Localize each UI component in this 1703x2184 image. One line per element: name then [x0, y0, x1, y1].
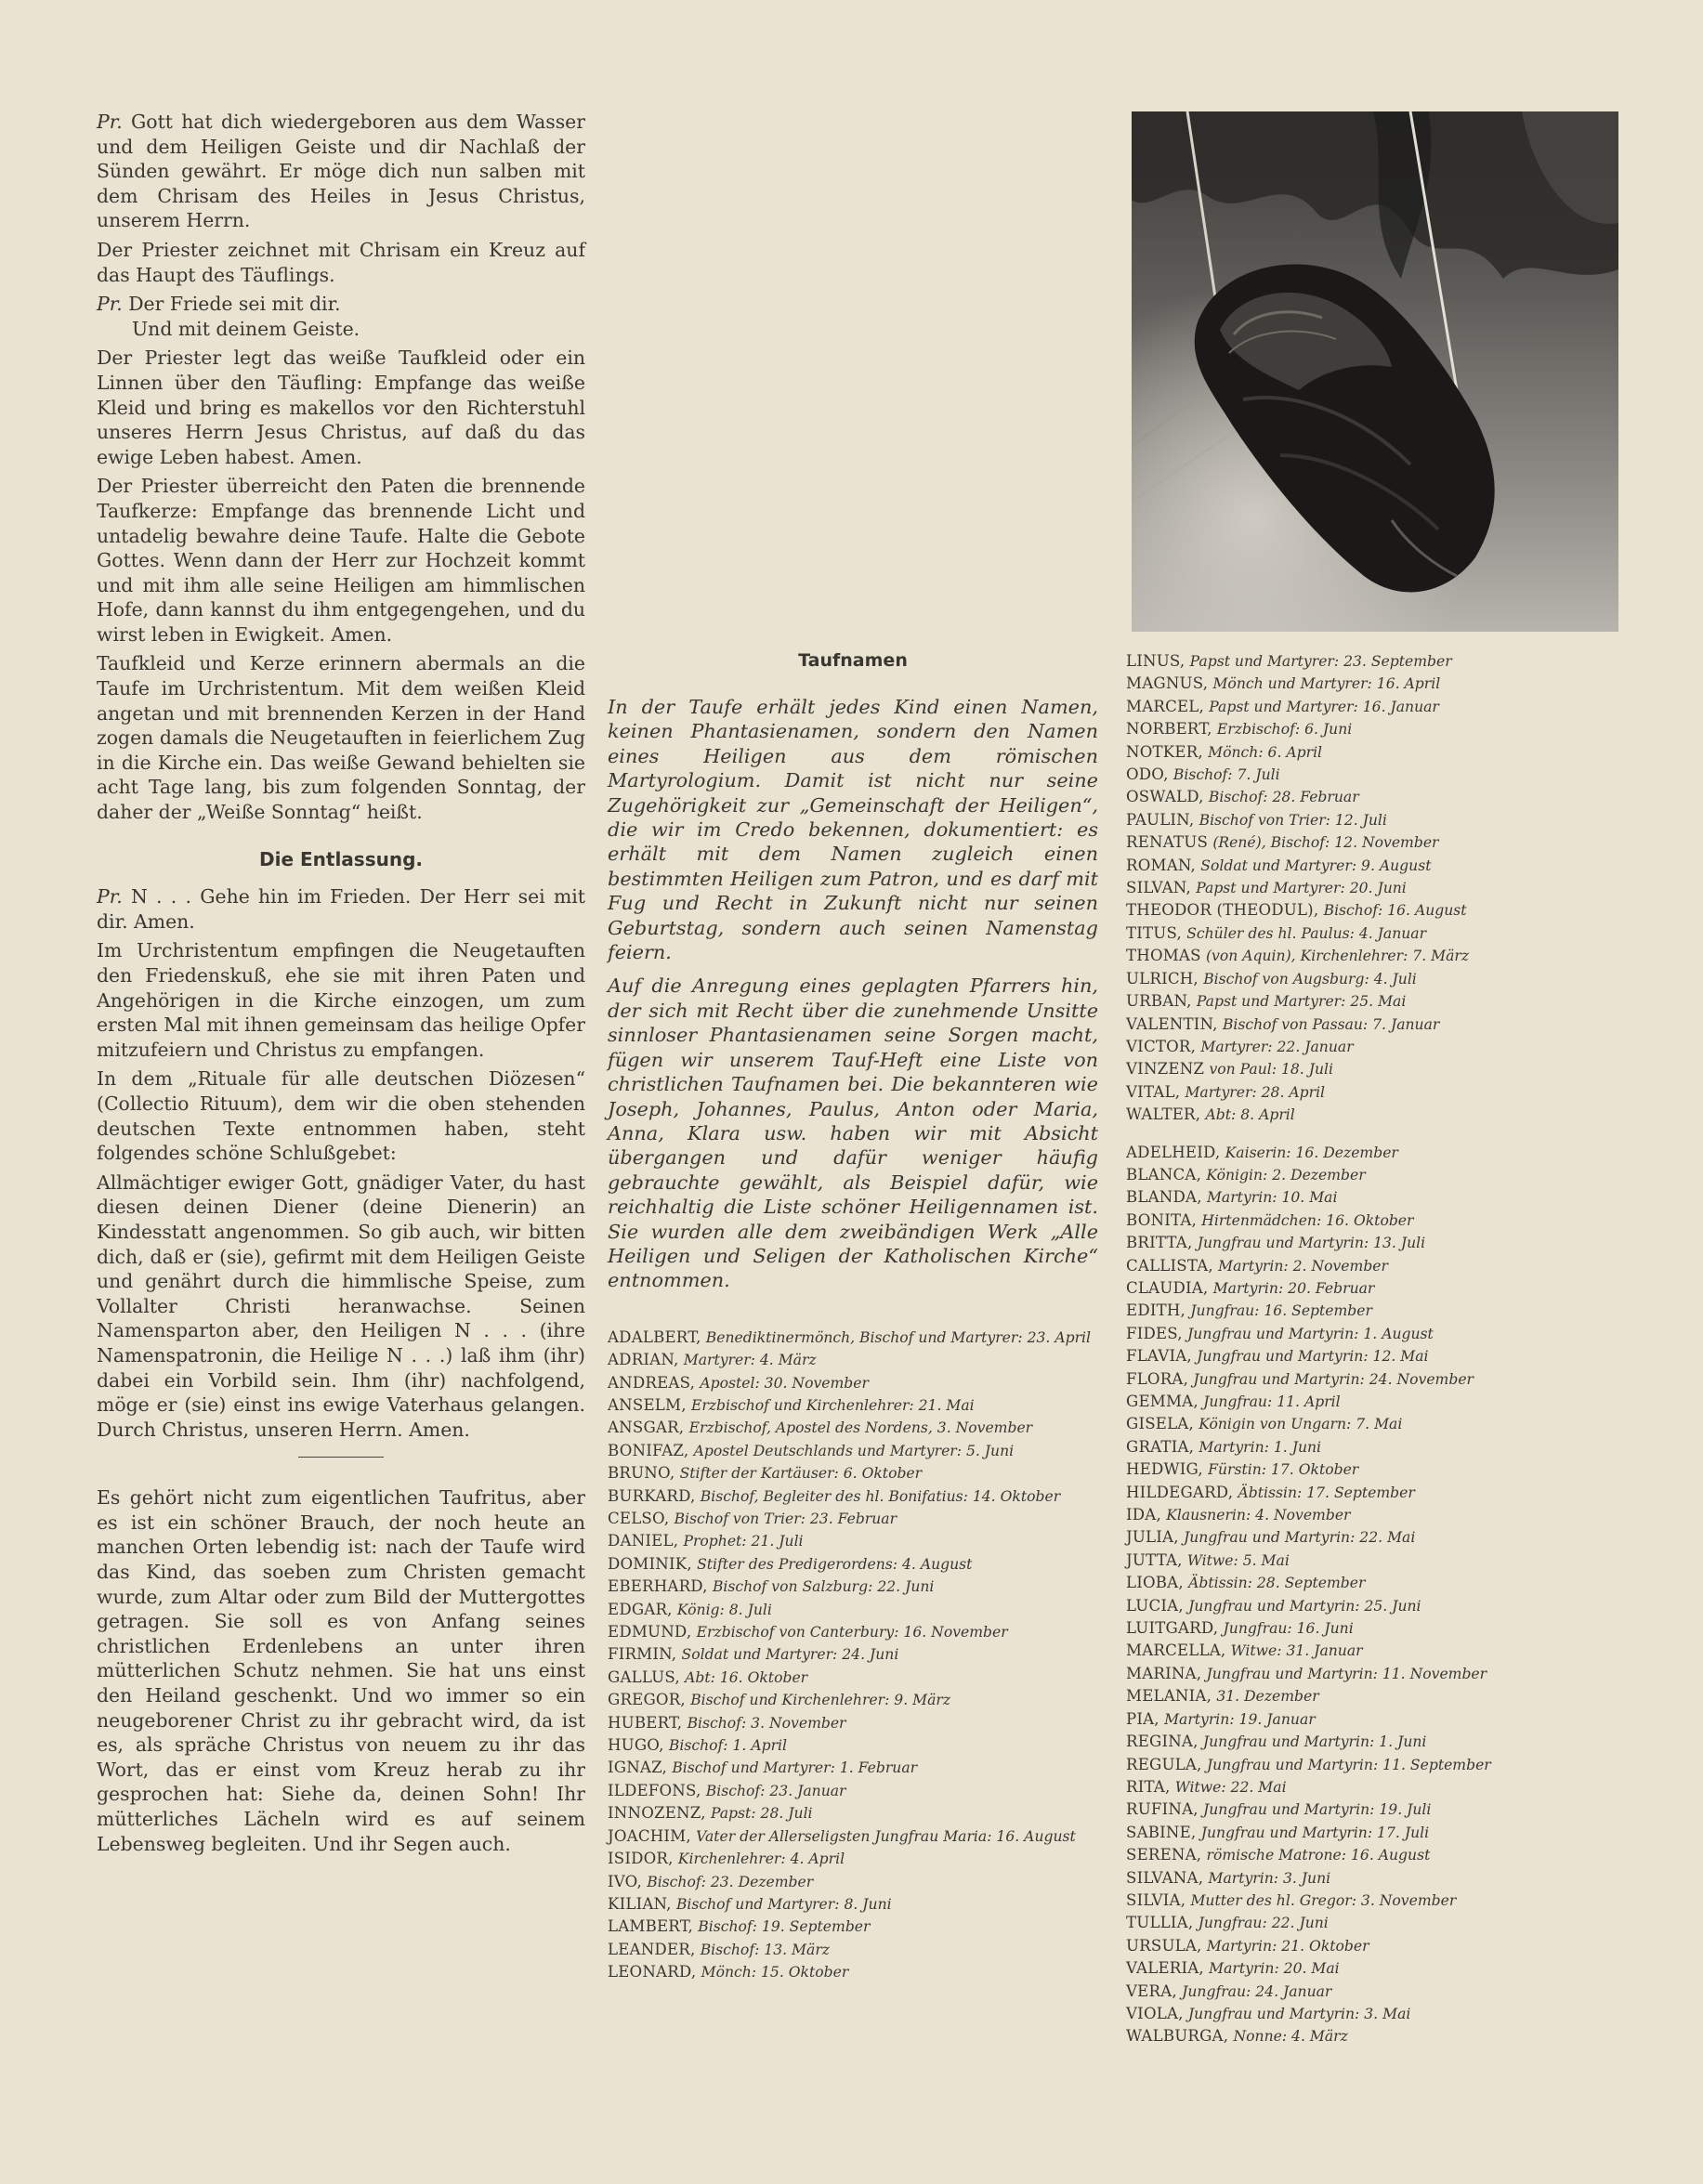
saint-description: Bischof und Kirchenlehrer: 9. März [690, 1692, 951, 1709]
list-item [1126, 1345, 1628, 1367]
saint-name: WALBURGA, [1126, 2027, 1229, 2046]
paragraph: Der Priester überreicht den Paten die brennende Taufkerze: Empfange das brennende Licht und untadelig bewahre deine Taufe. Halte die Gebote Gottes. Wenn dann der Herr zur Hochzeit kommt und mit ihm alle seine Heiligen am himmlischen Hofe, dann kannst du ihm entgegengehen, und du wirst leben in Ewigkeit. Amen. [97, 475, 585, 646]
saint-name: BLANDA, [1126, 1188, 1202, 1207]
list-item [608, 1394, 1098, 1417]
saint-name: OSWALD, [1126, 788, 1204, 806]
list-item [608, 1961, 1098, 1983]
saint-description: Erzbischof von Canterbury: 16. November [696, 1624, 1008, 1641]
saint-name: BRITTA, [1126, 1234, 1193, 1252]
list-item [1126, 1640, 1628, 1662]
saint-description: von Paul: 18. Juli [1209, 1061, 1333, 1079]
saint-name: ADELHEID, [1126, 1143, 1221, 1161]
list-item [608, 1667, 1098, 1689]
list-item [1126, 1300, 1628, 1322]
saint-description: Witwe: 31. Januar [1230, 1642, 1363, 1660]
saint-name: TITUS, [1126, 923, 1182, 942]
saint-name: EDITH, [1126, 1301, 1186, 1320]
list-item [608, 1599, 1098, 1621]
saint-description: Mönch: 6. April [1208, 743, 1323, 761]
saint-name: LEONARD, [608, 1963, 697, 1981]
saint-name: LUCIA, [1126, 1596, 1184, 1615]
saint-name: ODO, [1126, 765, 1169, 784]
list-item [608, 1939, 1098, 1961]
saint-name: PAULIN, [1126, 810, 1195, 829]
saint-description: Jungfrau und Martyrin: 25. Juni [1188, 1597, 1421, 1615]
saint-description: Martyrin: 10. Mai [1206, 1189, 1338, 1207]
saint-name: URSULA, [1126, 1936, 1202, 1955]
saint-name: EDMUND, [608, 1623, 692, 1641]
paragraph: Der Priester zeichnet mit Chrisam ein Kreuz auf das Haupt des Täuflings. [97, 238, 585, 286]
saint-description: Bischof: 7. Juli [1172, 766, 1280, 784]
saint-name: RITA, [1126, 1777, 1171, 1796]
list-item [1126, 2003, 1628, 2025]
saint-name: ULRICH, [1126, 969, 1199, 987]
saint-name: GREGOR, [608, 1691, 686, 1709]
saint-name: PIA, [1126, 1709, 1159, 1728]
saint-name: DOMINIK, [608, 1554, 692, 1573]
list-item [1126, 1663, 1628, 1685]
list-item [608, 1576, 1098, 1598]
saint-name: THOMAS [1126, 947, 1201, 965]
list-item [608, 1508, 1098, 1530]
saint-name: JUTTA, [1126, 1550, 1183, 1569]
saint-name: ILDEFONS, [608, 1781, 701, 1799]
paragraph: Im Urchristentum empfingen die Neugetauften den Friedenskuß, ehe sie mit ihren Paten und Angehörigen in die Kirche einzogen, um zum ersten Mal mit ihnen gemeinsam das heilige Opfer mitzufeiern und Christus zu empfangen. [97, 939, 585, 1061]
list-item [1126, 1912, 1628, 1934]
saint-description: Königin von Ungarn: 7. Mai [1199, 1416, 1403, 1433]
section-heading: Taufnamen [798, 650, 908, 671]
saint-description: Jungfrau und Martyrin: 24. November [1193, 1370, 1474, 1388]
saint-description: Bischof: 19. September [698, 1918, 871, 1936]
list-item [608, 1780, 1098, 1802]
saint-name: DANIEL, [608, 1532, 679, 1550]
saint-name: HEDWIG, [1126, 1460, 1203, 1479]
list-item [1126, 1890, 1628, 1912]
saint-name: FIDES, [1126, 1324, 1183, 1342]
list-item [1126, 809, 1628, 831]
saint-name: VALERIA, [1126, 1959, 1204, 1978]
list-item [1126, 1867, 1628, 1890]
saint-description: Papst und Martyrer: 16. Januar [1209, 698, 1439, 715]
saint-description: römische Matrone: 16. August [1206, 1847, 1431, 1864]
saint-name: LINUS, [1126, 652, 1186, 670]
list-item [1126, 764, 1628, 786]
list-item [1126, 1981, 1628, 2003]
saint-name: RUFINA, [1126, 1800, 1199, 1819]
column-right [1126, 650, 1628, 2048]
list-item [1126, 968, 1628, 990]
saint-description: (René), Bischof: 12. November [1212, 834, 1439, 852]
list-item [1126, 855, 1628, 877]
saint-name: SILVIA, [1126, 1890, 1186, 1909]
list-item [1126, 718, 1628, 740]
saint-description: Jungfrau und Martyrin: 1. August [1187, 1325, 1434, 1342]
saint-description: Jungfrau: 16. September [1190, 1302, 1372, 1320]
saint-name: FLORA, [1126, 1369, 1189, 1388]
divider [298, 1457, 384, 1458]
list-item [1126, 1458, 1628, 1481]
saint-name: GEMMA, [1126, 1393, 1199, 1410]
list-item [1126, 1081, 1628, 1104]
saint-description: Jungfrau und Martyrin: 19. Juli [1203, 1801, 1432, 1819]
saint-description: Äbtissin: 17. September [1238, 1484, 1415, 1501]
list-item [1126, 1323, 1628, 1345]
saint-description: Bischof von Salzburg: 22. Juni [712, 1578, 935, 1596]
saint-name: GISELA, [1126, 1415, 1194, 1433]
list-item [1126, 1776, 1628, 1798]
saint-name: FIRMIN, [608, 1645, 677, 1664]
list-item [1126, 1617, 1628, 1640]
list-item [608, 1462, 1098, 1484]
saint-description: Abt: 8. April [1205, 1106, 1295, 1124]
saint-description: Vater der Allerseligsten Jungfrau Maria: 16. August [696, 1827, 1076, 1845]
saint-description: Martyrin: 2. November [1218, 1257, 1388, 1275]
saint-name: ROMAN, [1126, 856, 1197, 874]
saint-name: THEODOR (THEODUL), [1126, 901, 1319, 920]
saint-description: Königin: 2. Dezember [1206, 1166, 1366, 1184]
list-item [1126, 786, 1628, 808]
saint-description: Bischof von Passau: 7. Januar [1222, 1015, 1440, 1033]
saint-name: ISIDOR, [608, 1850, 674, 1868]
list-item [1126, 1104, 1628, 1126]
saint-name: VERA, [1126, 1981, 1177, 2000]
saint-name: REGINA, [1126, 1733, 1199, 1751]
saint-name: SILVANA, [1126, 1868, 1204, 1887]
list-item [608, 1893, 1098, 1916]
saint-name: ADRIAN, [608, 1351, 679, 1369]
saint-description: Jungfrau und Martyrin: 22. Mai [1183, 1529, 1416, 1547]
saint-description: Hirtenmädchen: 16. Oktober [1201, 1211, 1414, 1229]
saint-name: LEANDER, [608, 1940, 696, 1958]
saint-name: GALLUS, [608, 1667, 680, 1686]
name-list [608, 1327, 1098, 1984]
saint-name: MARCEL, [1126, 697, 1204, 715]
list-item [1126, 1731, 1628, 1753]
list-item [1126, 741, 1628, 764]
list-item [1126, 1685, 1628, 1707]
saint-description: Benediktinermönch, Bischof und Martyrer: 23. April [705, 1328, 1091, 1346]
saint-description: Martyrin: 20. Mai [1209, 1960, 1340, 1978]
list-item [608, 1712, 1098, 1734]
saint-description: Jungfrau und Martyrin: 3. Mai [1187, 2005, 1411, 2022]
list-item [1126, 1391, 1628, 1413]
saint-description: Bischof: 23. Januar [705, 1782, 846, 1799]
list-item [1126, 2025, 1628, 2047]
saint-name: NOTKER, [1126, 742, 1203, 761]
saint-description: Papst und Martyrer: 25. Mai [1196, 993, 1407, 1011]
name-list-male [1126, 650, 1628, 1127]
saint-name: IGNAZ, [608, 1759, 668, 1777]
saint-description: Witwe: 5. Mai [1186, 1551, 1290, 1569]
list-item [1126, 1058, 1628, 1080]
list-item [1126, 1595, 1628, 1617]
saint-name: SABINE, [1126, 1823, 1197, 1841]
saint-description: Jungfrau: 24. Januar [1182, 1982, 1332, 2000]
list-item [1126, 1277, 1628, 1300]
saint-description: Stifter des Predigerordens: 4. August [697, 1555, 973, 1573]
saint-description: (von Aquin), Kirchenlehrer: 7. März [1205, 948, 1470, 965]
list-item [608, 1553, 1098, 1576]
list-item [1126, 1844, 1628, 1866]
list-item [1126, 1210, 1628, 1232]
saint-description: Jungfrau: 22. Juni [1198, 1915, 1329, 1932]
saint-name: JULIA, [1126, 1528, 1179, 1547]
list-item [608, 1734, 1098, 1757]
saint-description: Bischof und Martyrer: 8. Juni [675, 1895, 892, 1913]
list-item [608, 1689, 1098, 1711]
saint-name: EBERHARD, [608, 1577, 708, 1596]
saint-description: König: 8. Juli [676, 1601, 772, 1618]
saint-description: Papst und Martyrer: 23. September [1189, 653, 1452, 670]
saint-description: Jungfrau und Martyrin: 11. November [1206, 1665, 1487, 1682]
saint-name: BONIFAZ, [608, 1441, 689, 1459]
saint-name: CLAUDIA, [1126, 1278, 1209, 1297]
list-item [1126, 1142, 1628, 1164]
saint-name: LIOBA, [1126, 1574, 1184, 1592]
list-item [1126, 1014, 1628, 1036]
list-item [1126, 1482, 1628, 1504]
saint-description: Papst und Martyrer: 20. Juni [1196, 880, 1407, 897]
saint-name: NORBERT, [1126, 720, 1212, 739]
saint-name: MELANIA, [1126, 1687, 1212, 1706]
saint-description: Erzbischof und Kirchenlehrer: 21. Mai [690, 1396, 975, 1414]
saint-name: FLAVIA, [1126, 1347, 1192, 1366]
saint-description: Abt: 16. Oktober [685, 1668, 808, 1686]
saint-name: SILVAN, [1126, 879, 1191, 897]
saint-description: Soldat und Martyrer: 9. August [1200, 857, 1432, 874]
saint-name: LUITGARD, [1126, 1619, 1219, 1638]
list-item [1126, 1186, 1628, 1209]
saint-name: ADALBERT, [608, 1327, 701, 1346]
saint-name: CALLISTA, [1126, 1256, 1213, 1275]
saint-name: EDGAR, [608, 1600, 673, 1618]
paragraph: Taufkleid und Kerze erinnern abermals an die Taufe im Urchristentum. Mit dem weißen Kleid angetan und mit brennenden Kerzen in der Hand zogen damals die Neugetauften in feierlichem Zug in die Kirche ein. Das weiße Gewand behielten sie acht Tage lang, bis zum folgenden Sonntag, der daher der „Weiße Sonntag“ heißt. [97, 652, 585, 824]
list-item [1126, 1368, 1628, 1391]
saint-name: SERENA, [1126, 1846, 1202, 1864]
saint-name: WALTER, [1126, 1105, 1201, 1124]
list-item [1126, 1413, 1628, 1435]
saint-description: Jungfrau: 11. April [1203, 1393, 1341, 1410]
list-item [608, 1802, 1098, 1824]
list-item [1126, 1164, 1628, 1186]
saint-name: HUGO, [608, 1736, 664, 1755]
list-item [1126, 1957, 1628, 1980]
saint-name: VITAL, [1126, 1082, 1181, 1101]
saint-name: ANDREAS, [608, 1373, 696, 1392]
saint-description: Martyrin: 3. Juni [1208, 1869, 1331, 1887]
list-item [1126, 1550, 1628, 1572]
list-item [1126, 1935, 1628, 1957]
list-item [608, 1643, 1098, 1666]
paragraph: Pr. Der Friede sei mit dir. [97, 293, 341, 316]
photo-baby-carrier [1132, 111, 1618, 632]
saint-description: 31. Dezember [1216, 1688, 1319, 1706]
column-middle [608, 650, 1098, 1984]
photo-illustration [1132, 111, 1618, 632]
saint-description: Jungfrau und Martyrin: 1. Juni [1202, 1733, 1427, 1751]
saint-description: Jungfrau und Martyrin: 13. Juli [1197, 1235, 1426, 1252]
list-item [608, 1916, 1098, 1938]
saint-description: Papst: 28. Juli [710, 1805, 813, 1823]
saint-description: Martyrin: 21. Oktober [1206, 1937, 1369, 1955]
list-item [608, 1848, 1098, 1870]
saint-name: JOACHIM, [608, 1826, 691, 1845]
saint-description: Nonne: 4. März [1233, 2028, 1348, 2046]
list-item [608, 1530, 1098, 1552]
column-left [97, 110, 585, 1861]
saint-name: GRATIA, [1126, 1437, 1195, 1456]
saint-description: Martyrer: 22. Januar [1200, 1038, 1354, 1055]
saint-name: LAMBERT, [608, 1917, 694, 1936]
list-gap [1126, 1127, 1628, 1142]
saint-name: BLANCA, [1126, 1165, 1202, 1184]
saint-description: Bischof von Augsburg: 4. Juli [1203, 970, 1417, 987]
list-item [1126, 945, 1628, 967]
list-item [1126, 877, 1628, 899]
name-list-female [1126, 1142, 1628, 2048]
saint-description: Bischof: 3. November [687, 1714, 846, 1732]
list-item [608, 1621, 1098, 1643]
intro-paragraph: In der Taufe erhält jedes Kind einen Namen, keinen Phantasienamen, sondern den Namen eines Heiligen aus dem römischen Martyrologium. Damit ist nicht nur seine Zugehörigkeit zur „Gemeinschaft der Heiligen“, die wir im Credo bekennen, dokumentiert: es erhält mit dem Namen zugleich einen bestimmten Heiligen zum Patron, und es darf mit Fug und Recht in Zukunft nicht nur seinen Geburtstag, sondern auch seinen Namenstag feiern. [608, 696, 1098, 964]
saint-description: Jungfrau und Martyrin: 11. September [1206, 1756, 1491, 1773]
saint-description: Jungfrau: 16. Juni [1223, 1620, 1354, 1638]
list-item [608, 1372, 1098, 1394]
saint-description: Bischof: 1. April [668, 1737, 788, 1755]
list-item [1126, 1436, 1628, 1458]
list-item [1126, 1526, 1628, 1549]
saint-name: BONITA, [1126, 1210, 1197, 1229]
saint-description: Klausnerin: 4. November [1166, 1507, 1351, 1524]
saint-name: HILDEGARD, [1126, 1483, 1234, 1501]
list-item [1126, 1504, 1628, 1526]
saint-description: Mutter des hl. Gregor: 3. November [1190, 1891, 1457, 1909]
saint-description: Witwe: 22. Mai [1174, 1778, 1287, 1796]
saint-name: ANSGAR, [608, 1419, 685, 1437]
list-item [1126, 1036, 1628, 1058]
saint-name: VALENTIN, [1126, 1014, 1218, 1033]
list-item [1126, 696, 1628, 718]
saint-description: Martyrer: 28. April [1185, 1083, 1326, 1101]
saint-description: Apostel Deutschlands und Martyrer: 5. Juni [693, 1442, 1015, 1459]
saint-description: Apostel: 30. November [700, 1374, 869, 1392]
paragraph: Der Priester legt das weiße Taufkleid oder ein Linnen über den Täufling: Empfange das weiße Kleid und bring es makellos vor den Richterstuhl unseres Herrn Jesus Christus, auf daß du das ewige Leben habest. Amen. [97, 347, 585, 468]
list-item [1126, 899, 1628, 922]
list-item [1126, 1708, 1628, 1731]
saint-description: Bischof: 28. Februar [1208, 789, 1359, 806]
list-item [608, 1825, 1098, 1848]
saint-name: MARINA, [1126, 1664, 1202, 1682]
saint-name: URBAN, [1126, 992, 1192, 1011]
list-item [1126, 1572, 1628, 1594]
paragraph-closing: Es gehört nicht zum eigentlichen Taufritus, aber es ist ein schöner Brauch, der noch heute an manchen Orten lebendig ist: nach der Taufe wird das Kind, das soeben zum Christen gemacht wurde, zum Altar oder zum Bild der Muttergottes getragen. Sie soll es von Anfang seines christlichen Erdenlebens an unter ihren mütterlichen Schutz nehmen. Sie hat uns einst den Heiland geschenkt. Und wo immer so ein neugeborener Christ zu ihr gebracht wird, da ist es, als spräche Christus von neuem zu ihr das Wort, das er einst vom Kreuz herab zu ihr gesprochen hat: Siehe da, deinen Sohn! Ihr mütterliches Lächeln wird es auf seinem Lebensweg begleiten. Und ihr Segen auch. [97, 1486, 585, 1855]
saint-description: Jungfrau und Martyrin: 17. Juli [1200, 1824, 1430, 1841]
saint-description: Mönch: 15. Oktober [701, 1964, 849, 1981]
saint-description: Bischof: 13. März [700, 1941, 830, 1958]
saint-name: VIOLA, [1126, 2004, 1184, 2022]
list-item [608, 1485, 1098, 1508]
list-item [1126, 650, 1628, 673]
paragraph: Allmächtiger ewiger Gott, gnädiger Vater, du hast diesen deinen Diener (deine Dienerin) an Kindesstatt angenommen. So gib auch, wir bitten dich, daß er (sie), gefirmt mit dem Heiligen Geiste und genährt durch die himmlische Speise, zum Vollalter Christi heranwachse. Seinen Namensparton aber, den Heiligen N . . . (ihre Namenspatronin, die Heilige N . . .) laß ihm (ihr) dabei ein Vorbild sein. Ihm (ihr) nachfolgend, möge er (sie) einst ins ewige Vaterhaus gelangen. Durch Christus, unseren Herrn. Amen. [97, 1170, 585, 1441]
paragraph: Pr. Gott hat dich wiedergeboren aus dem Wasser und dem Heiligen Geiste und dir Nachlaß der Sünden gewährt. Er möge dich nun salben mit dem Chrisam des Heiles in Jesus Christus, unserem Herrn. [97, 111, 585, 232]
list-item [1126, 673, 1628, 695]
saint-name: BRUNO, [608, 1464, 675, 1483]
list-item [1126, 1798, 1628, 1821]
saint-description: Bischof: 23. Dezember [647, 1873, 814, 1890]
paragraph: Und mit deinem Geiste. [132, 317, 360, 340]
saint-name: IVO, [608, 1872, 642, 1890]
saint-description: Fürstin: 17. Oktober [1208, 1461, 1359, 1479]
saint-description: Stifter der Kartäuser: 6. Oktober [679, 1465, 923, 1483]
saint-name: REGULA, [1126, 1755, 1202, 1773]
saint-description: Soldat und Martyrer: 24. Juni [681, 1646, 899, 1664]
saint-name: VINZENZ [1126, 1060, 1205, 1079]
list-item [1126, 1822, 1628, 1844]
saint-description: Bischof und Martyrer: 1. Februar [672, 1759, 918, 1777]
saint-description: Martyrer: 4. März [683, 1352, 817, 1369]
list-item [608, 1871, 1098, 1893]
list-item [1126, 1232, 1628, 1254]
saint-description: Bischof, Begleiter des hl. Bonifatius: 14. Oktober [700, 1487, 1061, 1505]
list-item [1126, 831, 1628, 854]
saint-name: INNOZENZ, [608, 1804, 706, 1823]
saint-description: Bischof von Trier: 23. Februar [674, 1510, 897, 1527]
saint-name: ANSELM, [608, 1395, 687, 1414]
saint-description: Erzbischof, Apostel des Nordens, 3. November [688, 1419, 1033, 1437]
saint-name: MARCELLA, [1126, 1641, 1226, 1660]
list-item [1126, 922, 1628, 945]
saint-description: Erzbischof: 6. Juni [1216, 721, 1353, 739]
saint-description: Kirchenlehrer: 4. April [677, 1851, 845, 1868]
list-item [1126, 990, 1628, 1013]
saint-description: Bischof von Trier: 12. Juli [1199, 811, 1387, 829]
saint-description: Martyrin: 1. Juni [1199, 1438, 1322, 1456]
saint-description: Martyrin: 20. Februar [1212, 1279, 1375, 1297]
saint-name: HUBERT, [608, 1713, 683, 1732]
saint-name: CELSO, [608, 1510, 670, 1527]
intro-paragraph: Auf die Anregung eines geplagten Pfarrers hin, der sich mit Recht über die zunehmende Unsitte sinnloser Phantasienamen seine Sorgen macht, fügen wir unserem Tauf-Heft eine Liste von christlichen Taufnamen bei. Die bekannteren wie Joseph, Johannes, Paulus, Anton oder Maria, Anna, Klara usw. haben wir mit Absicht übergangen und dafür weniger häufig gebrauchte gewählt, als Beispiel dafür, wie reichhaltig die Liste schöner Heiligennamen ist. Sie wurden alle dem zweibändigen Werk „Alle Heiligen und Seligen der Katholischen Kirche“ entnommen. [608, 974, 1098, 1292]
list-item [1126, 1255, 1628, 1277]
saint-description: Bischof: 16. August [1323, 902, 1467, 920]
saint-name: RENATUS [1126, 833, 1209, 852]
saint-description: Schüler des hl. Paulus: 4. Januar [1186, 924, 1427, 942]
list-item [608, 1757, 1098, 1779]
saint-name: IDA, [1126, 1506, 1161, 1524]
saint-name: MAGNUS, [1126, 674, 1209, 693]
section-heading: Die Entlassung. [259, 847, 423, 870]
saint-description: Prophet: 21. Juli [683, 1533, 804, 1550]
saint-name: KILIAN, [608, 1894, 672, 1913]
saint-description: Martyrin: 19. Januar [1164, 1710, 1316, 1728]
saint-name: VICTOR, [1126, 1037, 1197, 1055]
saint-description: Mönch und Martyrer: 16. April [1212, 675, 1441, 693]
saint-description: Kaiserin: 16. Dezember [1225, 1144, 1398, 1161]
saint-name: TULLIA, [1126, 1914, 1194, 1932]
list-item [608, 1440, 1098, 1462]
saint-description: Äbtissin: 28. September [1188, 1575, 1366, 1592]
saint-description: Jungfrau und Martyrin: 12. Mai [1197, 1348, 1429, 1366]
list-item [608, 1417, 1098, 1439]
paragraph: Pr. N . . . Gehe hin im Frieden. Der Herr sei mit dir. Amen. [97, 885, 585, 933]
list-item [608, 1349, 1098, 1371]
saint-name: BURKARD, [608, 1486, 696, 1505]
list-item [1126, 1754, 1628, 1776]
list-item [608, 1327, 1098, 1349]
paragraph: In dem „Rituale für alle deutschen Diözesen“ (Collectio Rituum), dem wir die oben stehenden deutschen Texte entnommen haben, steht folgendes schöne Schlußgebet: [97, 1067, 585, 1165]
